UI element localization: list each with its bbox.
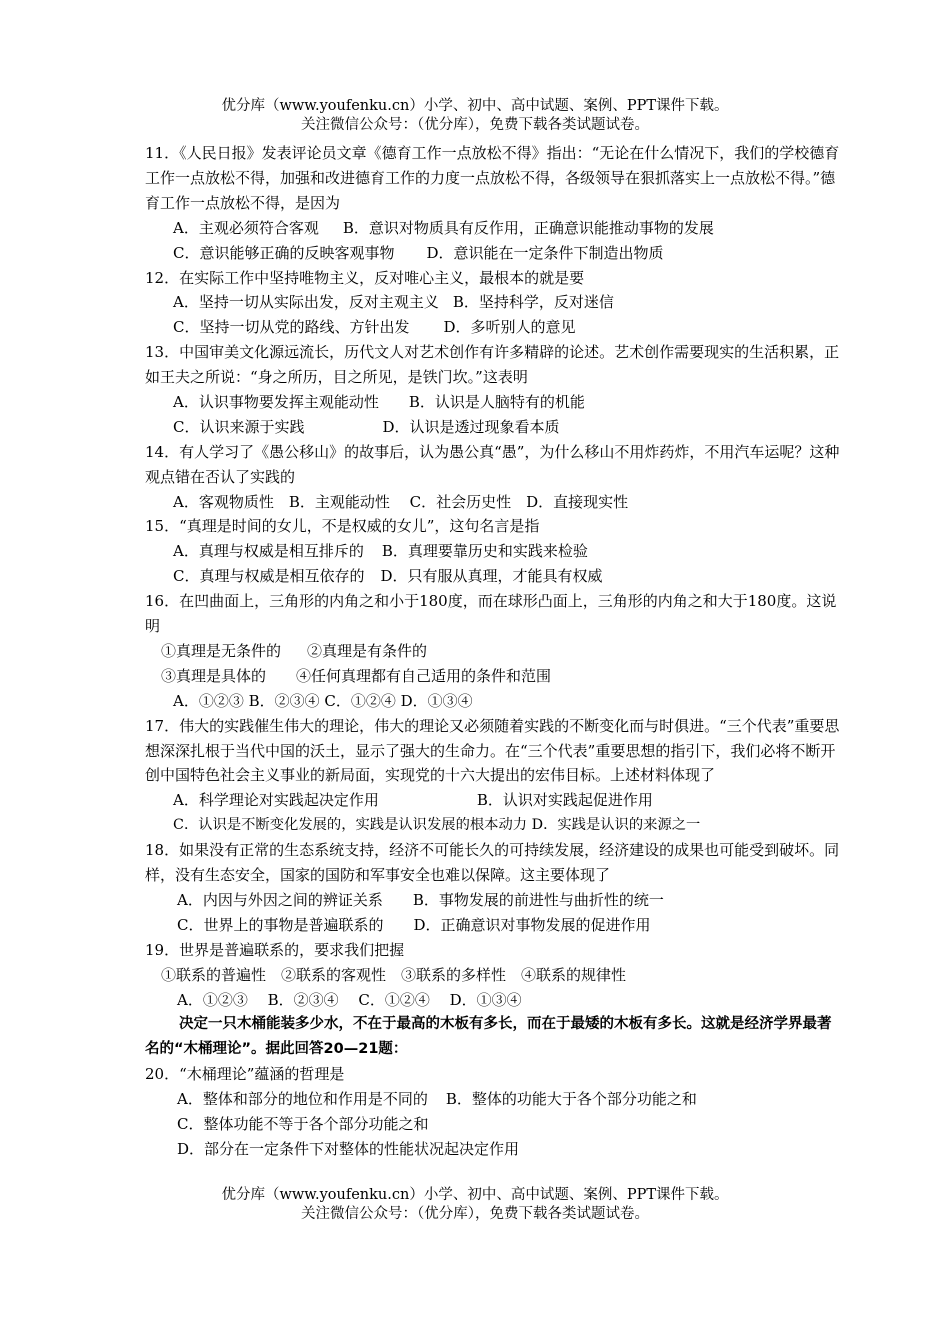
question-20-option-a: A．整体和部分的地位和作用是不同的 bbox=[177, 1090, 428, 1109]
question-18-option-b: B．事物发展的前进性与曲折性的统一 bbox=[412, 890, 664, 909]
question-12-option-a: A．坚持一切从实际出发，反对主观主义 bbox=[173, 293, 439, 312]
question-11-option-d: D．意识能在一定条件下制造出物质 bbox=[426, 243, 664, 262]
header-line-1: 优分库（www.youfenku.cn）小学、初中、高中试题、案例、PPT课件下载。 bbox=[221, 98, 729, 114]
footer-line-2: 关注微信公众号：（优分库），免费下载各类试题试卷。 bbox=[301, 1206, 649, 1222]
question-17-option-a: A．科学理论对实践起决定作用 bbox=[173, 791, 379, 810]
question-15-stem: 15．“真理是时间的女儿，不是权威的女儿”，这句名言是指 bbox=[145, 517, 540, 536]
question-12-option-b: B．坚持科学，反对迷信 bbox=[452, 293, 614, 312]
question-15-options-row-1 bbox=[145, 539, 845, 564]
header-line-2: 关注微信公众号：（优分库），免费下载各类试题试卷。 bbox=[301, 117, 649, 133]
question-16-statement-4: ④任何真理都有自己适用的条件和范围 bbox=[296, 666, 552, 685]
question-19-stem: 19．世界是普遍联系的，要求我们把握 bbox=[145, 940, 405, 959]
question-18-option-d: D．正确意识对事物发展的促进作用 bbox=[413, 915, 651, 934]
question-13-option-d: D．认识是透过现象看本质 bbox=[382, 417, 560, 436]
question-14-options: A．客观物质性 B．主观能动性 C．社会历史性 D．直接现实性 bbox=[173, 492, 629, 511]
question-16-statements-row-1 bbox=[145, 639, 845, 664]
question-12-options-row-2 bbox=[145, 315, 845, 340]
footer-line-1: 优分库（www.youfenku.cn）小学、初中、高中试题、案例、PPT课件下载。 bbox=[221, 1187, 729, 1203]
question-17-options-cd: C．认识是不断变化发展的，实践是认识发展的根本动力 D．实践是认识的来源之一 bbox=[173, 817, 701, 834]
question-18-option-a: A．内因与外因之间的辨证关系 bbox=[177, 890, 383, 909]
question-16-statement-2: ②真理是有条件的 bbox=[307, 641, 428, 660]
question-12-option-c: C．坚持一切从党的路线、方针出发 bbox=[173, 318, 410, 337]
question-18-options-row-2 bbox=[145, 913, 845, 938]
question-15-options-row-2 bbox=[145, 564, 845, 589]
question-12-option-d: D．多听别人的意见 bbox=[443, 318, 576, 337]
question-14-stem: 14．有人学习了《愚公移山》的故事后，认为愚公真“愚”，为什么移山不用炸药炸，不用汽车运呢？这种观点错在否认了实践的 bbox=[145, 442, 840, 486]
question-16-stem: 16．在凹曲面上，三角形的内角之和小于180度，而在球形凸面上，三角形的内角之和大于180度。这说明 bbox=[145, 592, 837, 636]
question-13-options-row-1 bbox=[145, 390, 845, 415]
question-15-option-d: D．只有服从真理，才能具有权威 bbox=[380, 567, 603, 586]
page-header bbox=[0, 97, 950, 135]
question-13-stem: 13．中国审美文化源远流长，历代文人对艺术创作有许多精辟的论述。艺术创作需要现实的生活积累，正如王夫之所说：“身之所历，目之所见，是铁门坎。”这表明 bbox=[145, 343, 840, 387]
question-17-option-b: B．认识对实践起促进作用 bbox=[476, 791, 653, 810]
question-17-options-row-1 bbox=[145, 788, 845, 813]
question-11-options-row-2 bbox=[145, 241, 845, 266]
question-19-statements: ①联系的普遍性 ②联系的客观性 ③联系的多样性 ④联系的规律性 bbox=[161, 965, 627, 984]
question-11-stem: 11．《人民日报》发表评论员文章《德育工作一点放松不得》指出：“无论在什么情况下，我们的学校德育工作一点放松不得，加强和改进德育工作的力度一点放松不得，各级领导在狠抓落实上一点放松不得。”德育工作一点放松不得，是因为 bbox=[145, 144, 840, 212]
question-13-option-a: A．认识事物要发挥主观能动性 bbox=[173, 393, 379, 411]
question-11-option-a: A．主观必须符合客观 bbox=[173, 218, 319, 237]
question-13-options-row-2 bbox=[145, 415, 845, 440]
material-passage: 决定一只木桶能装多少水，不在于最高的木板有多长，而在于最矮的木板有多长。这就是经济学界最著名的“木桶理论”。据此回答20—21题： bbox=[145, 1016, 832, 1058]
question-12-options-row-1 bbox=[145, 290, 845, 315]
question-20-option-c: C．整体功能不等于各个部分功能之和 bbox=[177, 1115, 429, 1134]
question-13-option-c: C．认识来源于实践 bbox=[173, 417, 305, 436]
question-17-stem: 17．伟大的实践催生伟大的理论，伟大的理论又必须随着实践的不断变化而与时俱进。“三个代表”重要思想深深扎根于当代中国的沃土，显示了强大的生命力。在“三个代表”重要思想的指引下，我们必将不断开创中国特色社会主义事业的新局面，实现党的十六大提出的宏伟目标。上述材料体现了 bbox=[145, 716, 840, 785]
question-16-statements-row-2 bbox=[145, 664, 845, 689]
question-12-stem: 12．在实际工作中坚持唯物主义，反对唯心主义，最根本的就是要 bbox=[145, 268, 585, 287]
question-15-option-c: C．真理与权威是相互依存的 bbox=[173, 567, 365, 586]
question-19-options: A．①②③ B．②③④ C．①②④ D．①③④ bbox=[177, 990, 522, 1009]
page-footer bbox=[0, 1186, 950, 1224]
question-content bbox=[145, 141, 845, 1162]
question-18-option-c: C．世界上的事物是普遍联系的 bbox=[177, 915, 384, 934]
question-20-options-row-1 bbox=[145, 1087, 845, 1112]
question-15-option-b: B．真理要靠历史和实践来检验 bbox=[381, 542, 588, 561]
question-20-stem: 20．“木桶理论”蕴涵的哲理是 bbox=[145, 1065, 345, 1084]
question-18-stem: 18．如果没有正常的生态系统支持，经济不可能长久的可持续发展，经济建设的成果也可能受到破坏。同样，没有生态安全，国家的国防和军事安全也难以保障。这主要体现了 bbox=[145, 841, 840, 885]
question-20-option-b: B．整体的功能大于各个部分功能之和 bbox=[445, 1090, 697, 1109]
question-20-option-d: D．部分在一定条件下对整体的性能状况起决定作用 bbox=[177, 1139, 520, 1158]
question-18-options-row-1 bbox=[145, 888, 845, 913]
question-16-options: A．①②③ B．②③④ C．①②④ D．①③④ bbox=[173, 691, 473, 710]
question-16-statement-3: ③真理是具体的 bbox=[161, 666, 267, 685]
question-11-option-c: C．意识能够正确的反映客观事物 bbox=[173, 243, 395, 262]
question-11-options-row-1 bbox=[145, 216, 845, 241]
question-15-option-a: A．真理与权威是相互排斥的 bbox=[173, 542, 364, 561]
question-16-statement-1: ①真理是无条件的 bbox=[161, 641, 282, 660]
question-13-option-b: B．认识是人脑特有的机能 bbox=[408, 393, 585, 411]
question-11-option-b: B．意识对物质具有反作用，正确意识能推动事物的发展 bbox=[342, 218, 714, 237]
